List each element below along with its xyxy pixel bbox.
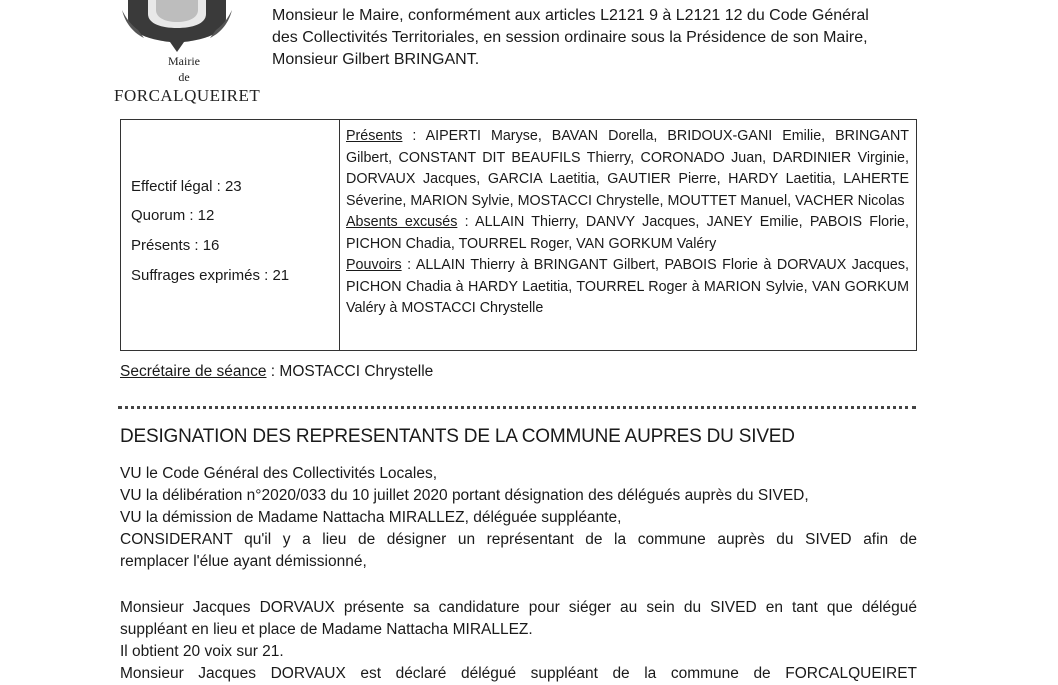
intro-line: des Collectivités Territoriales, en session ordinaire sous la Présidence de son Maire,: [272, 29, 868, 46]
presents-paragraph: [346, 126, 909, 212]
absents-paragraph: [346, 212, 909, 255]
logo-commune-name: FORCALQUEIRET: [114, 86, 261, 105]
dotted-divider: [118, 406, 916, 409]
presents-count: Présents : 16: [131, 237, 220, 254]
vu-line: VU la délibération n°2020/033 du 10 juillet 2020 portant désignation des délégués auprès du SIVED,: [120, 487, 809, 504]
candidature-line: suppléant en lieu et place de Madame Nattacha MIRALLEZ.: [120, 621, 533, 638]
coat-of-arms-icon: [122, 0, 232, 52]
vu-block: [120, 463, 917, 573]
presents-list: : AIPERTI Maryse, BAVAN Dorella, BRIDOUX-GANI Emilie, BRINGANT Gilbert, CONSTANT DIT BEAUFILS Thierry, CORONADO Juan, DARDINIER Virginie, DORVAUX Jacques, GARCIA Laetitia, GAUTIER Pierre, HARDY Laetitia, LAHERTE Séverine, MARION Sylvie, MOSTACCI Chrystelle, MOUTTET Manuel, VACHER Nicolas: [346, 128, 909, 209]
considerant-line: remplacer l'élue ayant démissionné,: [120, 553, 367, 570]
pouvoirs-paragraph: [346, 255, 909, 320]
declaration-line: Monsieur Jacques DORVAUX est déclaré délégué suppléant de la commune de FORCALQUEIRET: [120, 665, 917, 682]
pouvoirs-label: Pouvoirs: [346, 257, 402, 273]
intro-paragraph: [272, 5, 932, 71]
presents-label: Présents: [346, 128, 403, 144]
votes-line: Il obtient 20 voix sur 21.: [120, 643, 284, 660]
logo-de-text: de: [178, 70, 190, 84]
suffrages-exprimes: Suffrages exprimés : 21: [131, 267, 290, 284]
secretary-label: Secrétaire de séance: [120, 363, 267, 380]
considerant-line: CONSIDERANT qu'il y a lieu de désigner un représentant de la commune auprès du SIVED afin de: [120, 531, 917, 548]
attendance-table: [120, 119, 917, 351]
deliberation-title: DESIGNATION DES REPRESENTANTS DE LA COMMUNE AUPRES DU SIVED: [120, 426, 795, 447]
absents-label: Absents excusés: [346, 214, 458, 230]
intro-line: Monsieur Gilbert BRINGANT.: [272, 51, 480, 68]
secretary-value: : MOSTACCI Chrystelle: [266, 363, 434, 380]
mairie-logo: [114, 0, 261, 108]
stats-column: [121, 120, 340, 350]
pouvoirs-list: : ALLAIN Thierry à BRINGANT Gilbert, PABOIS Florie à DORVAUX Jacques, PICHON Chadia à HARDY Laetitia, TOURREL Roger à MARION Sylvie, VAN GORKUM Valéry à MOSTACCI Chrystelle: [346, 257, 909, 316]
candidature-block: [120, 597, 917, 685]
quorum: Quorum : 12: [131, 207, 215, 224]
logo-mairie-text: Mairie: [168, 54, 200, 68]
vu-line: VU le Code Général des Collectivités Locales,: [120, 465, 438, 482]
intro-line: Monsieur le Maire, conformément aux articles L2121 9 à L2121 12 du Code Général: [272, 7, 869, 24]
attendance-details: [346, 126, 909, 320]
vu-line: VU la démission de Madame Nattacha MIRALLEZ, déléguée suppléante,: [120, 509, 622, 526]
effectif-legal: Effectif légal : 23: [131, 178, 242, 195]
absents-list: : ALLAIN Thierry, DANVY Jacques, JANEY Emilie, PABOIS Florie, PICHON Chadia, TOURREL Roger, VAN GORKUM Valéry: [346, 214, 909, 252]
candidature-line: Monsieur Jacques DORVAUX présente sa candidature pour siéger au sein du SIVED en tant que délégué: [120, 599, 917, 616]
secretary-line: [120, 363, 433, 381]
